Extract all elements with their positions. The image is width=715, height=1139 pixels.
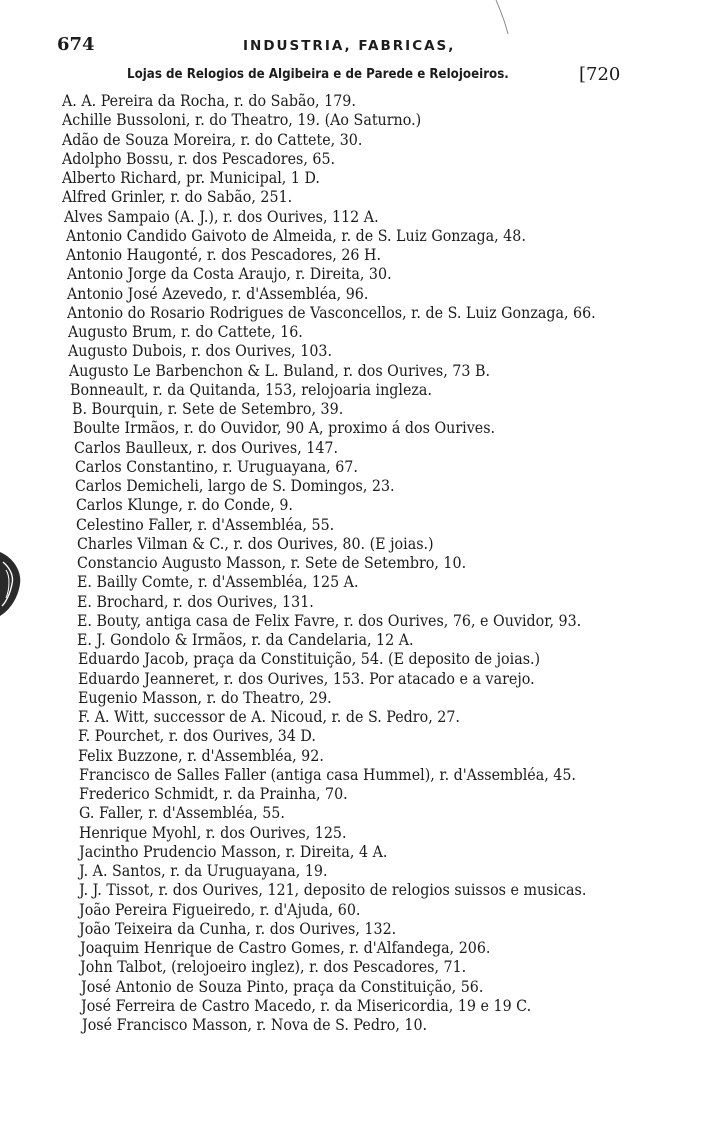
list-item: F. Pourchet, r. dos Ourives, 34 D. — [78, 727, 316, 746]
list-item: Henrique Myohl, r. dos Ourives, 125. — [79, 823, 347, 842]
page-number: 674 — [57, 34, 95, 55]
list-item: João Pereira Figueiredo, r. d'Ajuda, 60. — [79, 900, 361, 919]
list-item: Charles Vilman & C., r. dos Ourives, 80. (E joias.) — [77, 534, 434, 553]
list-item: Boulte Irmãos, r. do Ouvidor, 90 A, proximo á dos Ourives. — [73, 419, 496, 438]
section-heading: Lojas de Relogios de Algibeira e de Parede e Relojoeiros. — [127, 66, 509, 82]
list-item: Carlos Baulleux, r. dos Ourives, 147. — [74, 438, 339, 457]
list-item: Augusto Brum, r. do Cattete, 16. — [68, 323, 303, 341]
list-item: Constancio Augusto Masson, r. Sete de Setembro, 10. — [77, 554, 467, 572]
list-item: G. Faller, r. d'Assembléa, 55. — [79, 804, 285, 823]
list-item: Eugenio Masson, r. do Theatro, 29. — [78, 688, 332, 707]
list-item: J. J. Tissot, r. dos Ourives, 121, deposito de relogios suissos e musicas. — [79, 881, 587, 900]
list-item: Alfred Grinler, r. do Sabão, 251. — [62, 188, 293, 207]
list-item: José Francisco Masson, r. Nova de S. Pedro, 10. — [82, 1016, 428, 1034]
list-item: Antonio do Rosario Rodrigues de Vasconcellos, r. de S. Luiz Gonzaga, 66. — [67, 303, 596, 322]
list-item: Felix Buzzone, r. d'Assembléa, 92. — [78, 746, 324, 765]
list-item: Adão de Souza Moreira, r. do Cattete, 30. — [62, 130, 363, 149]
list-item: E. Bailly Comte, r. d'Assembléa, 125 A. — [77, 573, 359, 592]
list-item: Augusto Dubois, r. dos Ourives, 103. — [68, 342, 333, 361]
list-item: B. Bourquin, r. Sete de Setembro, 39. — [72, 400, 344, 418]
list-item: João Teixeira da Cunha, r. dos Ourives, 132. — [79, 919, 397, 938]
list-item: José Antonio de Souza Pinto, praça da Constituição, 56. — [81, 977, 484, 996]
list-item: Antonio José Azevedo, r. d'Assembléa, 96. — [67, 284, 369, 303]
list-item: Carlos Klunge, r. do Conde, 9. — [76, 496, 293, 515]
list-item: E. J. Gondolo & Irmãos, r. da Candelaria, 12 A. — [77, 631, 414, 649]
list-item: Augusto Le Barbenchon & L. Buland, r. dos Ourives, 73 B. — [69, 361, 491, 380]
list-item: J. A. Santos, r. da Uruguayana, 19. — [79, 862, 328, 880]
list-item: Antonio Candido Gaivoto de Almeida, r. de S. Luiz Gonzaga, 48. — [66, 226, 526, 245]
list-item: José Ferreira de Castro Macedo, r. da Misericordia, 19 e 19 C. — [81, 996, 532, 1015]
list-item: Jacintho Prudencio Masson, r. Direita, 4 A. — [79, 842, 388, 861]
list-item: John Talbot, (relojoeiro inglez), r. dos Pescadores, 71. — [80, 958, 467, 977]
list-item: Joaquim Henrique de Castro Gomes, r. d'Alfandega, 206. — [80, 939, 491, 957]
list-item: Carlos Demicheli, largo de S. Domingos, 23. — [75, 477, 395, 495]
list-item: Frederico Schmidt, r. da Prainha, 70. — [79, 785, 348, 803]
list-item: Bonneault, r. da Quitanda, 153, relojoaria ingleza. — [70, 380, 432, 399]
list-item: Alves Sampaio (A. J.), r. dos Ourives, 112 A. — [64, 207, 379, 226]
running-head: INDUSTRIA, FABRICAS, — [243, 38, 456, 54]
list-item: Alberto Richard, pr. Municipal, 1 D. — [62, 169, 320, 187]
section-number: [720 — [579, 64, 621, 85]
list-item: Antonio Haugonté, r. dos Pescadores, 26 H. — [66, 246, 381, 264]
list-item: Adolpho Bossu, r. dos Pescadores, 65. — [62, 149, 336, 168]
list-item: E. Bouty, antiga casa de Felix Favre, r. dos Ourives, 76, e Ouvidor, 93. — [77, 611, 582, 630]
list-item: Eduardo Jeanneret, r. dos Ourives, 153. Por atacado e a varejo. — [78, 669, 535, 688]
list-item: Antonio Jorge da Costa Araujo, r. Direita, 30. — [67, 265, 392, 284]
list-item: Achille Bussoloni, r. do Theatro, 19. (Ao Saturno.) — [62, 111, 422, 130]
list-item: A. A. Pereira da Rocha, r. do Sabão, 179. — [62, 92, 356, 110]
list-item: Francisco de Salles Faller (antiga casa Hummel), r. d'Assembléa, 45. — [79, 765, 576, 784]
list-item: Eduardo Jacob, praça da Constituição, 54. (E deposito de joias.) — [78, 650, 541, 669]
list-item: Celestino Faller, r. d'Assembléa, 55. — [76, 515, 335, 534]
list-item: E. Brochard, r. dos Ourives, 131. — [77, 592, 314, 611]
list-item: F. A. Witt, successor de A. Nicoud, r. de S. Pedro, 27. — [78, 708, 460, 726]
list-item: Carlos Constantino, r. Uruguayana, 67. — [75, 457, 358, 476]
